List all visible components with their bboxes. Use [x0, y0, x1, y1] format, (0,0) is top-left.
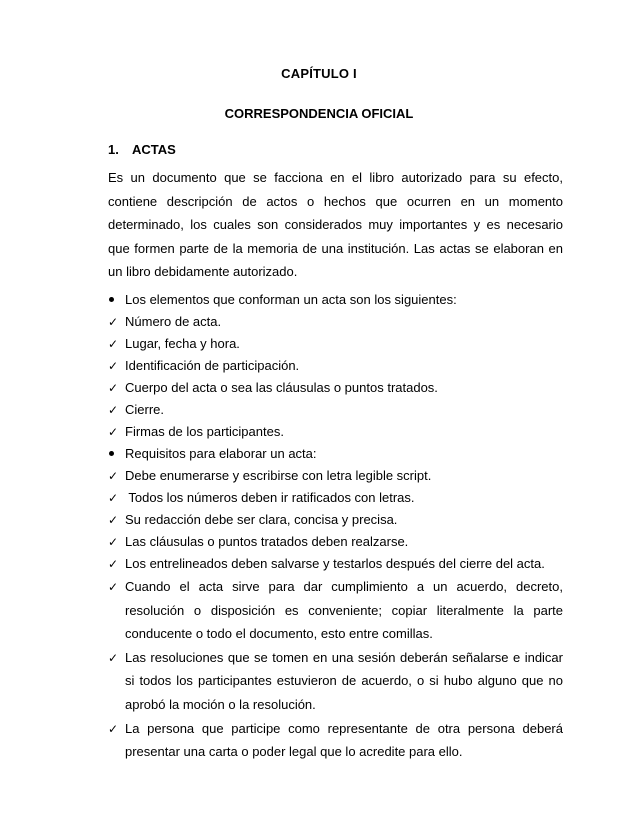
list-item	[108, 531, 563, 553]
list-item-text: Los entrelineados deben salvarse y testarlos después del cierre del acta.	[125, 556, 545, 571]
section-heading	[108, 142, 176, 157]
list-item-text: La persona que participe como representante de otra persona deberá presentar una carta o poder legal que lo acredite para ello.	[125, 720, 563, 760]
list-item-text: Las cláusulas o puntos tratados deben realzarse.	[125, 534, 409, 549]
list-item-text: Cuando el acta sirve para dar cumplimiento a un acuerdo, decreto, resolución o disposición es conveniente; copiar literalmente la parte conducente o todo el documento, esto entre comillas.	[125, 579, 563, 642]
list-item	[108, 509, 563, 531]
list-item-text: Las resoluciones que se tomen en una sesión deberán señalarse e indicar si todos los participantes estuvieron de acuerdo, o si hubo alguno que no aprobó la moción o la resolución.	[125, 649, 563, 712]
list-item	[108, 575, 563, 646]
list-item	[108, 289, 563, 311]
list-item	[108, 443, 563, 465]
section-number: 1.	[108, 142, 119, 157]
list-item-text: Todos los números deben ir ratificados con letras.	[125, 490, 415, 505]
list-item	[108, 333, 563, 355]
section-title: ACTAS	[132, 142, 176, 157]
list-item	[108, 377, 563, 399]
bullet-list	[108, 289, 563, 764]
list-item-text: Número de acta.	[125, 314, 222, 329]
list-item-text: Su redacción debe ser clara, concisa y precisa.	[125, 512, 398, 527]
list-item-text: Los elementos que conforman un acta son los siguientes:	[125, 292, 457, 307]
list-item	[108, 311, 563, 333]
list-item-text: Cierre.	[125, 402, 165, 417]
list-item	[108, 399, 563, 421]
list-item-text: Identificación de participación.	[125, 358, 300, 373]
list-item	[108, 717, 563, 764]
list-item	[108, 553, 563, 575]
list-item-text: Debe enumerarse y escribirse con letra legible script.	[125, 468, 432, 483]
intro-paragraph: Es un documento que se facciona en el libro autorizado para su efecto, contiene descripción de actos o hechos que ocurren en un momento determinado, los cuales son considerados muy importantes y es necesario que formen parte de la memoria de una institución. Las actas se elaboran en un libro debidamente autorizado.	[108, 170, 563, 280]
list-item	[108, 487, 563, 509]
list-item-text: Cuerpo del acta o sea las cláusulas o puntos tratados.	[125, 380, 438, 395]
chapter-subtitle: CORRESPONDENCIA OFICIAL	[224, 106, 414, 121]
chapter-heading: CAPÍTULO I	[281, 66, 357, 81]
list-item	[108, 465, 563, 487]
list-item-text: Firmas de los participantes.	[125, 424, 284, 439]
list-item	[108, 646, 563, 717]
list-item-text: Requisitos para elaborar un acta:	[125, 446, 317, 461]
list-item	[108, 355, 563, 377]
list-item	[108, 421, 563, 443]
list-item-text: Lugar, fecha y hora.	[125, 336, 240, 351]
